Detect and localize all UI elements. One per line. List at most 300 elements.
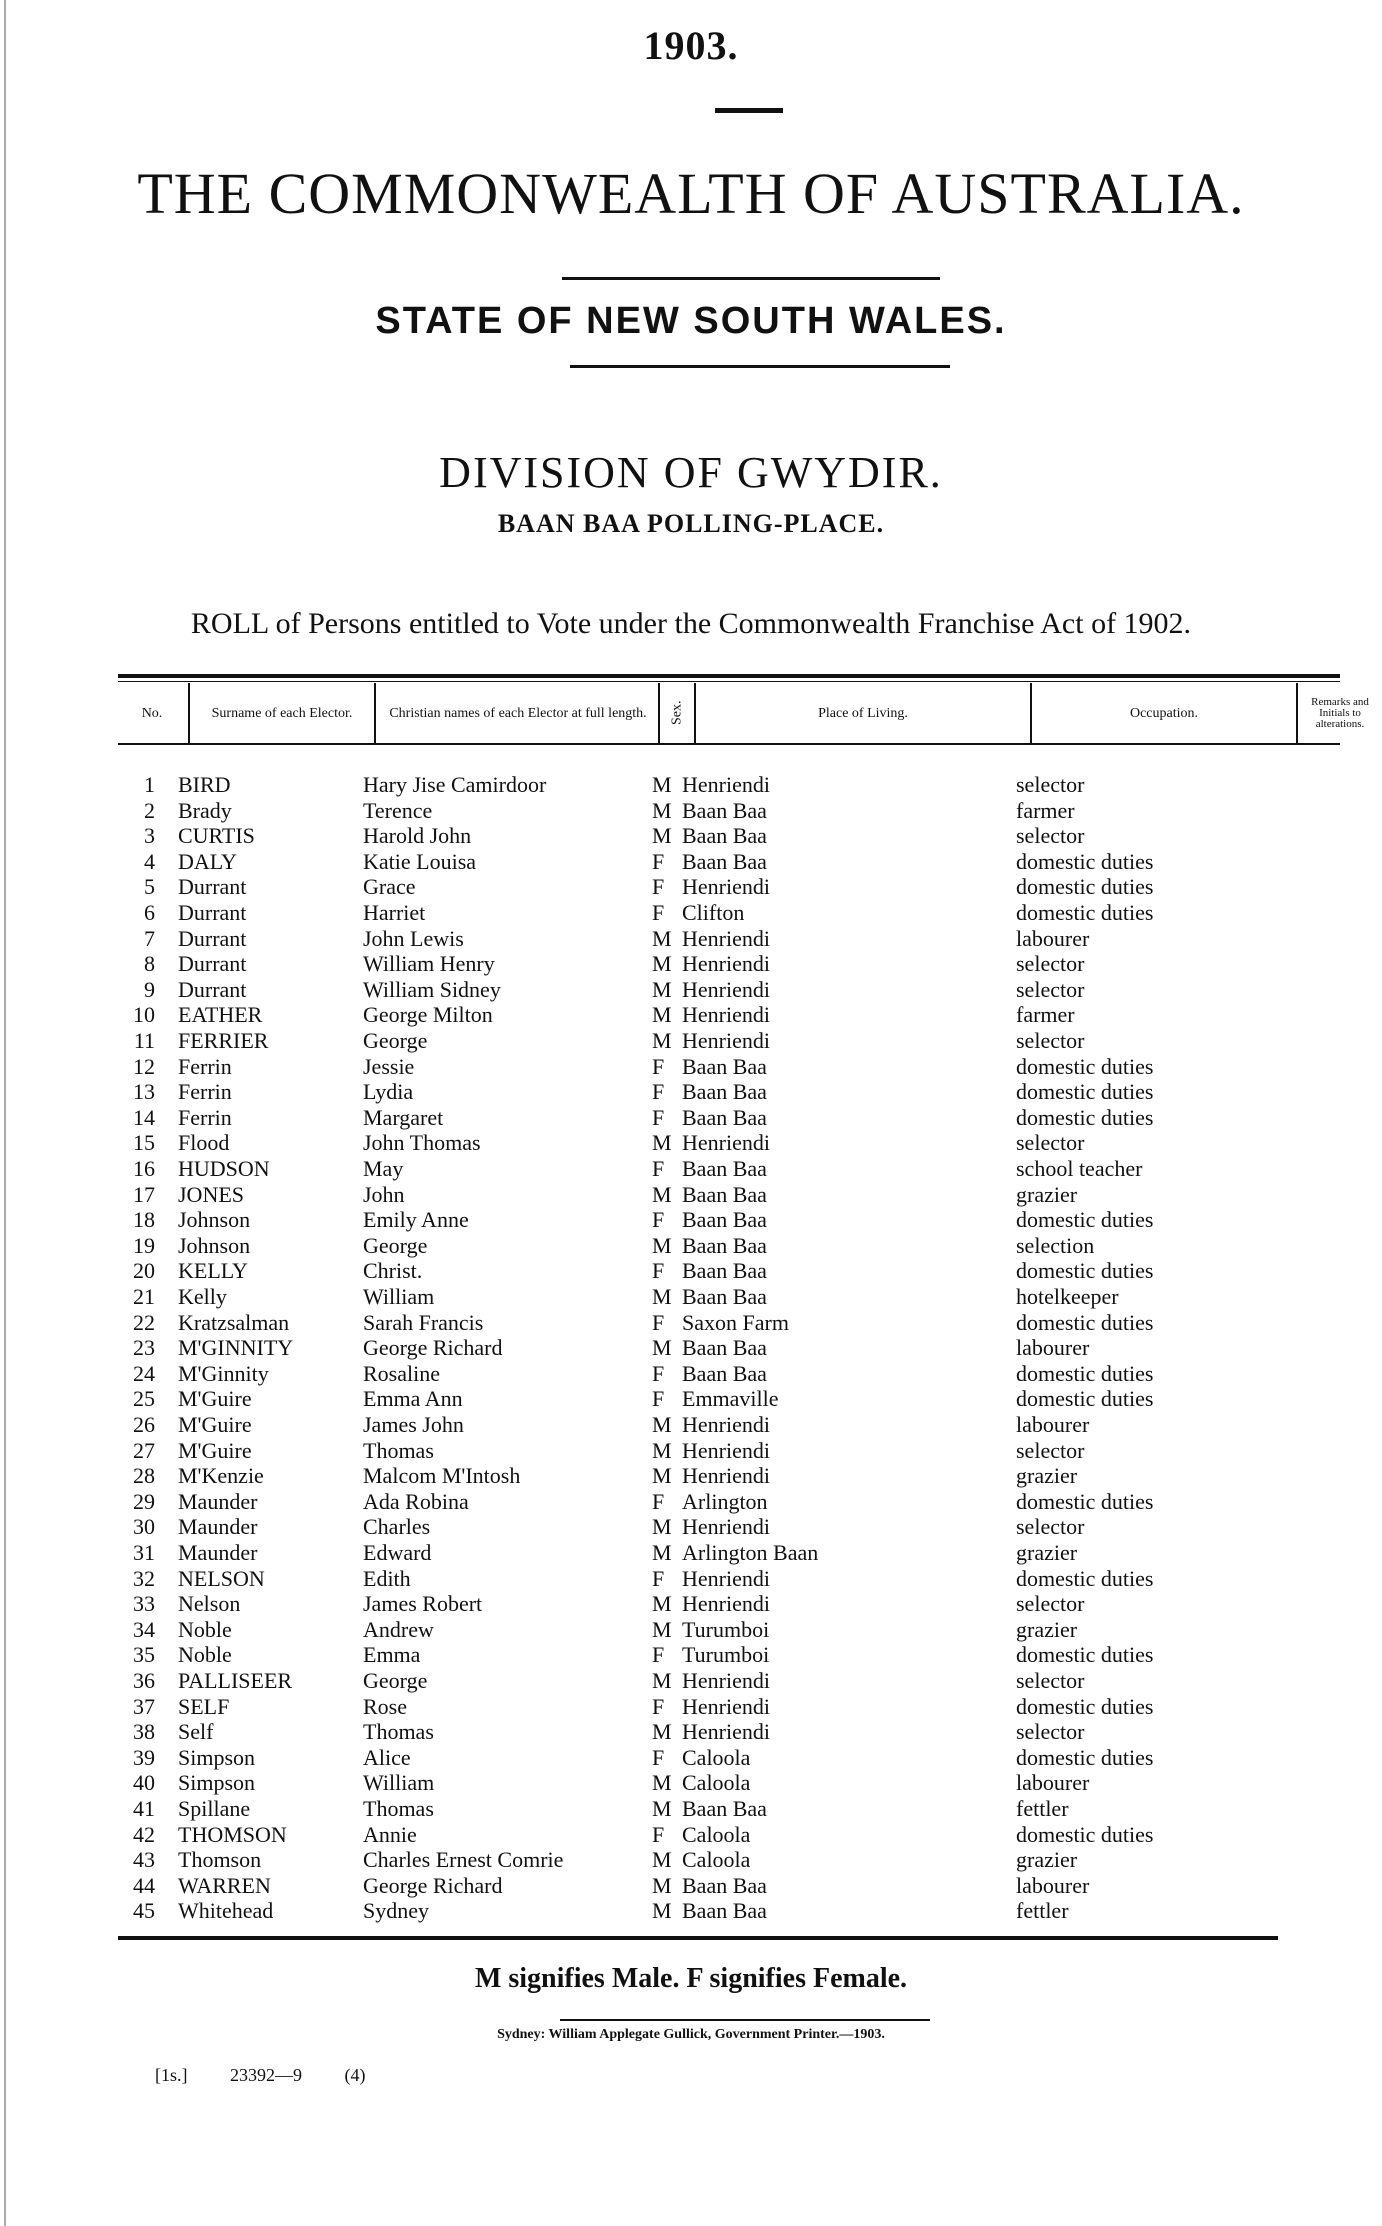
elector-occupation: grazier bbox=[1016, 1181, 1078, 1207]
elector-sex: F bbox=[652, 1821, 665, 1847]
elector-christian-names: John Thomas bbox=[363, 1130, 481, 1156]
elector-christian-names: George bbox=[363, 1028, 428, 1053]
elector-occupation: selector bbox=[1016, 1130, 1085, 1156]
elector-number: 21 bbox=[133, 1284, 155, 1309]
table-row bbox=[0, 1233, 1382, 1259]
elector-sex: F bbox=[652, 1258, 665, 1284]
elector-christian-names: Rose bbox=[363, 1693, 407, 1719]
elector-surname: Noble bbox=[178, 1616, 232, 1642]
elector-place-of-living: Henriendi bbox=[682, 925, 770, 951]
table-row bbox=[0, 1822, 1382, 1848]
table-row bbox=[0, 1617, 1382, 1643]
elector-occupation: domestic duties bbox=[1016, 1488, 1154, 1514]
elector-number: 39 bbox=[133, 1744, 155, 1770]
table-bottom-rule bbox=[118, 1936, 1278, 1940]
elector-surname: Johnson bbox=[178, 1207, 251, 1233]
state-rule-bottom bbox=[570, 365, 950, 368]
elector-place-of-living: Baan Baa bbox=[682, 1796, 767, 1821]
elector-place-of-living: Baan Baa bbox=[682, 1872, 767, 1898]
elector-surname: Whitehead bbox=[178, 1898, 274, 1924]
table-row bbox=[0, 1105, 1382, 1131]
elector-surname: Simpson bbox=[178, 1770, 256, 1796]
elector-surname: Flood bbox=[178, 1130, 230, 1156]
elector-occupation: fettler bbox=[1016, 1796, 1069, 1821]
elector-sex: M bbox=[652, 1514, 672, 1540]
document-title: THE COMMONWEALTH OF AUSTRALIA. bbox=[137, 161, 1245, 226]
elector-occupation: domestic duties bbox=[1016, 1744, 1154, 1770]
table-row bbox=[0, 1566, 1382, 1592]
elector-sex: F bbox=[652, 1156, 665, 1181]
elector-christian-names: John bbox=[363, 1181, 405, 1207]
table-row bbox=[0, 1079, 1382, 1105]
elector-surname: Maunder bbox=[178, 1540, 258, 1565]
elector-surname: Durrant bbox=[178, 925, 247, 951]
elector-place-of-living: Baan Baa bbox=[682, 1258, 767, 1284]
elector-sex: M bbox=[652, 1540, 672, 1565]
elector-christian-names: James John bbox=[363, 1412, 464, 1437]
elector-surname: Simpson bbox=[178, 1744, 256, 1770]
elector-christian-names: Terence bbox=[363, 797, 433, 823]
elector-sex: F bbox=[652, 900, 665, 925]
elector-christian-names: Emma bbox=[363, 1642, 421, 1668]
elector-occupation: domestic duties bbox=[1016, 1821, 1154, 1847]
table-row bbox=[0, 900, 1382, 926]
elector-sex: M bbox=[652, 1796, 672, 1821]
table-row bbox=[0, 1284, 1382, 1310]
elector-number: 25 bbox=[133, 1386, 155, 1412]
elector-surname: NELSON bbox=[178, 1565, 265, 1591]
elector-christian-names: Charles bbox=[363, 1514, 431, 1540]
elector-christian-names: Edith bbox=[363, 1565, 411, 1591]
elector-place-of-living: Emmaville bbox=[682, 1386, 779, 1412]
elector-surname: Durrant bbox=[178, 874, 247, 900]
elector-sex: M bbox=[652, 1668, 672, 1693]
elector-sex: F bbox=[652, 1104, 665, 1130]
table-row bbox=[0, 1361, 1382, 1387]
elector-occupation: hotelkeeper bbox=[1016, 1284, 1119, 1309]
table-row bbox=[0, 1463, 1382, 1489]
elector-occupation: grazier bbox=[1016, 1616, 1078, 1642]
elector-occupation: selector bbox=[1016, 772, 1085, 797]
elector-christian-names: Edward bbox=[363, 1540, 432, 1565]
table-row bbox=[0, 1054, 1382, 1080]
elector-christian-names: George Richard bbox=[363, 1335, 503, 1361]
elector-occupation: selection bbox=[1016, 1232, 1095, 1258]
elector-occupation: selector bbox=[1016, 1028, 1085, 1053]
polling-place-heading: BAAN BAA POLLING-PLACE. bbox=[497, 509, 885, 538]
elector-sex: M bbox=[652, 772, 672, 797]
elector-number: 41 bbox=[133, 1796, 155, 1821]
elector-sex: F bbox=[652, 1693, 665, 1719]
elector-place-of-living: Henriendi bbox=[682, 1565, 770, 1591]
elector-surname: Maunder bbox=[178, 1488, 258, 1514]
elector-occupation: grazier bbox=[1016, 1847, 1078, 1873]
elector-christian-names: George bbox=[363, 1232, 428, 1258]
footer-sheet: (4) bbox=[344, 2065, 366, 2085]
elector-place-of-living: Baan Baa bbox=[682, 1156, 767, 1181]
elector-sex: M bbox=[652, 1847, 672, 1873]
elector-number: 44 bbox=[133, 1872, 155, 1898]
elector-sex: F bbox=[652, 1744, 665, 1770]
elector-place-of-living: Caloola bbox=[682, 1744, 751, 1770]
elector-sex: F bbox=[652, 1386, 665, 1412]
elector-sex: M bbox=[652, 1232, 672, 1258]
elector-number: 2 bbox=[144, 797, 155, 823]
footer-codes bbox=[155, 2065, 404, 2086]
elector-occupation: domestic duties bbox=[1016, 874, 1154, 900]
elector-surname: Spillane bbox=[178, 1796, 251, 1821]
elector-christian-names: Harriet bbox=[363, 900, 426, 925]
table-row bbox=[0, 1489, 1382, 1515]
elector-christian-names: Annie bbox=[363, 1821, 417, 1847]
table-row bbox=[0, 1668, 1382, 1694]
elector-place-of-living: Baan Baa bbox=[682, 1284, 767, 1309]
elector-surname: CURTIS bbox=[178, 823, 255, 849]
state-heading: STATE OF NEW SOUTH WALES. bbox=[375, 300, 1007, 342]
elector-place-of-living: Henriendi bbox=[682, 1028, 770, 1053]
elector-surname: M'Guire bbox=[178, 1386, 252, 1412]
elector-occupation: selector bbox=[1016, 1591, 1085, 1617]
elector-christian-names: John Lewis bbox=[363, 925, 464, 951]
table-row bbox=[0, 1591, 1382, 1617]
header-occupation: Occupation. bbox=[1129, 705, 1199, 721]
elector-sex: F bbox=[652, 1642, 665, 1668]
elector-christian-names: William Henry bbox=[363, 951, 495, 977]
elector-place-of-living: Henriendi bbox=[682, 874, 770, 900]
header-no: No. bbox=[141, 705, 163, 721]
elector-christian-names: Christ. bbox=[363, 1258, 423, 1284]
table-row bbox=[0, 1386, 1382, 1412]
elector-occupation: selector bbox=[1016, 1514, 1085, 1540]
elector-number: 20 bbox=[133, 1258, 155, 1284]
elector-number: 12 bbox=[133, 1053, 155, 1079]
table-row bbox=[0, 951, 1382, 977]
elector-surname: FERRIER bbox=[178, 1028, 269, 1053]
elector-number: 3 bbox=[144, 823, 155, 849]
elector-occupation: labourer bbox=[1016, 1770, 1090, 1796]
elector-place-of-living: Turumboi bbox=[682, 1616, 770, 1642]
elector-place-of-living: Henriendi bbox=[682, 772, 770, 797]
elector-occupation: domestic duties bbox=[1016, 1565, 1154, 1591]
elector-number: 29 bbox=[133, 1488, 155, 1514]
table-row bbox=[0, 1335, 1382, 1361]
elector-place-of-living: Henriendi bbox=[682, 1591, 770, 1617]
elector-number: 19 bbox=[133, 1232, 155, 1258]
elector-number: 45 bbox=[133, 1898, 155, 1924]
elector-place-of-living: Henriendi bbox=[682, 1719, 770, 1745]
elector-occupation: domestic duties bbox=[1016, 1258, 1154, 1284]
table-top-rule bbox=[118, 674, 1340, 678]
elector-sex: M bbox=[652, 1028, 672, 1053]
elector-number: 26 bbox=[133, 1412, 155, 1437]
elector-occupation: domestic duties bbox=[1016, 1360, 1154, 1386]
elector-place-of-living: Turumboi bbox=[682, 1642, 770, 1668]
elector-surname: Ferrin bbox=[178, 1079, 232, 1105]
elector-occupation: farmer bbox=[1016, 797, 1075, 823]
elector-sex: M bbox=[652, 797, 672, 823]
elector-surname: Kelly bbox=[178, 1284, 227, 1309]
table-row bbox=[0, 1310, 1382, 1336]
elector-christian-names: Katie Louisa bbox=[363, 848, 477, 874]
elector-number: 18 bbox=[133, 1207, 155, 1233]
elector-christian-names: May bbox=[363, 1156, 404, 1181]
elector-place-of-living: Henriendi bbox=[682, 1130, 770, 1156]
elector-number: 36 bbox=[133, 1668, 155, 1693]
elector-sex: M bbox=[652, 1719, 672, 1745]
elector-occupation: domestic duties bbox=[1016, 1642, 1154, 1668]
elector-place-of-living: Arlington Baan bbox=[682, 1540, 819, 1565]
elector-occupation: grazier bbox=[1016, 1540, 1078, 1565]
elector-christian-names: Thomas bbox=[363, 1796, 434, 1821]
elector-sex: F bbox=[652, 1207, 665, 1233]
elector-place-of-living: Baan Baa bbox=[682, 1104, 767, 1130]
elector-place-of-living: Clifton bbox=[682, 900, 745, 925]
elector-surname: M'Guire bbox=[178, 1412, 252, 1437]
table-row bbox=[0, 823, 1382, 849]
elector-number: 37 bbox=[133, 1693, 155, 1719]
elector-number: 14 bbox=[133, 1104, 155, 1130]
table-row bbox=[0, 1642, 1382, 1668]
table-row bbox=[0, 977, 1382, 1003]
elector-occupation: domestic duties bbox=[1016, 1079, 1154, 1105]
elector-occupation: domestic duties bbox=[1016, 1207, 1154, 1233]
table-row bbox=[0, 874, 1382, 900]
document-year: 1903. bbox=[643, 23, 739, 68]
elector-place-of-living: Caloola bbox=[682, 1821, 751, 1847]
elector-surname: JONES bbox=[178, 1181, 245, 1207]
elector-place-of-living: Henriendi bbox=[682, 1002, 770, 1028]
elector-number: 34 bbox=[133, 1616, 155, 1642]
header-remarks: Remarks and Initials to alterations. bbox=[1311, 695, 1369, 730]
elector-number: 9 bbox=[144, 976, 155, 1002]
elector-surname: Johnson bbox=[178, 1232, 251, 1258]
elector-surname: THOMSON bbox=[178, 1821, 287, 1847]
elector-number: 28 bbox=[133, 1463, 155, 1489]
elector-christian-names: Emily Anne bbox=[363, 1207, 469, 1233]
elector-surname: Ferrin bbox=[178, 1053, 232, 1079]
table-row bbox=[0, 1514, 1382, 1540]
elector-number: 17 bbox=[133, 1181, 155, 1207]
elector-christian-names: Sarah Francis bbox=[363, 1309, 484, 1335]
elector-christian-names: Alice bbox=[363, 1744, 411, 1770]
elector-christian-names: Charles Ernest Comrie bbox=[363, 1847, 564, 1873]
elector-place-of-living: Baan Baa bbox=[682, 1181, 767, 1207]
table-row bbox=[0, 1028, 1382, 1054]
elector-sex: M bbox=[652, 1002, 672, 1028]
elector-occupation: labourer bbox=[1016, 1412, 1090, 1437]
elector-place-of-living: Henriendi bbox=[682, 1514, 770, 1540]
elector-occupation: selector bbox=[1016, 976, 1085, 1002]
elector-christian-names: Jessie bbox=[363, 1053, 415, 1079]
elector-surname: Durrant bbox=[178, 900, 247, 925]
elector-surname: HUDSON bbox=[178, 1156, 270, 1181]
elector-occupation: domestic duties bbox=[1016, 900, 1154, 925]
elector-number: 4 bbox=[144, 848, 155, 874]
printer-rule bbox=[560, 2019, 930, 2021]
elector-sex: M bbox=[652, 823, 672, 849]
column-divider bbox=[188, 683, 190, 743]
table-row bbox=[0, 926, 1382, 952]
elector-sex: M bbox=[652, 1130, 672, 1156]
elector-surname: Kratzsalman bbox=[178, 1309, 290, 1335]
elector-sex: F bbox=[652, 1079, 665, 1105]
elector-number: 31 bbox=[133, 1540, 155, 1565]
elector-occupation: selector bbox=[1016, 1719, 1085, 1745]
elector-sex: M bbox=[652, 1898, 672, 1924]
table-row bbox=[0, 1540, 1382, 1566]
elector-occupation: domestic duties bbox=[1016, 1309, 1154, 1335]
elector-place-of-living: Henriendi bbox=[682, 1463, 770, 1489]
table-row bbox=[0, 1770, 1382, 1796]
elector-place-of-living: Arlington bbox=[682, 1488, 768, 1514]
elector-place-of-living: Baan Baa bbox=[682, 1232, 767, 1258]
elector-sex: F bbox=[652, 1309, 665, 1335]
printer-imprint: Sydney: William Applegate Gullick, Government Printer.—1903. bbox=[497, 2027, 885, 2042]
elector-occupation: labourer bbox=[1016, 925, 1090, 951]
elector-number: 30 bbox=[133, 1514, 155, 1540]
footer-price: [1s.] bbox=[155, 2065, 188, 2085]
elector-sex: M bbox=[652, 1181, 672, 1207]
elector-sex: M bbox=[652, 1463, 672, 1489]
elector-christian-names: William bbox=[363, 1770, 435, 1796]
roll-title: ROLL of Persons entitled to Vote under the Commonwealth Franchise Act of 1902. bbox=[190, 607, 1192, 640]
elector-number: 27 bbox=[133, 1437, 155, 1463]
elector-sex: F bbox=[652, 1053, 665, 1079]
elector-place-of-living: Caloola bbox=[682, 1770, 751, 1796]
header-place-of-living: Place of Living. bbox=[818, 705, 908, 721]
elector-number: 13 bbox=[133, 1079, 155, 1105]
elector-place-of-living: Henriendi bbox=[682, 1693, 770, 1719]
elector-occupation: school teacher bbox=[1016, 1156, 1143, 1181]
elector-number: 23 bbox=[133, 1335, 155, 1361]
table-row bbox=[0, 1207, 1382, 1233]
elector-sex: F bbox=[652, 1488, 665, 1514]
elector-surname: Brady bbox=[178, 797, 232, 823]
elector-place-of-living: Baan Baa bbox=[682, 1898, 767, 1924]
elector-place-of-living: Caloola bbox=[682, 1847, 751, 1873]
table-row bbox=[0, 1898, 1382, 1924]
elector-sex: M bbox=[652, 1335, 672, 1361]
elector-christian-names: Hary Jise Camirdoor bbox=[363, 772, 547, 797]
elector-number: 6 bbox=[144, 900, 155, 925]
table-row bbox=[0, 1438, 1382, 1464]
elector-occupation: domestic duties bbox=[1016, 848, 1154, 874]
elector-number: 10 bbox=[133, 1002, 155, 1028]
elector-sex: F bbox=[652, 1360, 665, 1386]
header-surname: Surname of each Elector. bbox=[211, 705, 353, 721]
elector-occupation: domestic duties bbox=[1016, 1104, 1154, 1130]
elector-surname: Nelson bbox=[178, 1591, 241, 1617]
elector-place-of-living: Henriendi bbox=[682, 976, 770, 1002]
elector-christian-names: James Robert bbox=[363, 1591, 483, 1617]
header-christian-names: Christian names of each Elector at full length. bbox=[389, 705, 647, 721]
elector-surname: M'Guire bbox=[178, 1437, 252, 1463]
elector-sex: M bbox=[652, 1437, 672, 1463]
elector-number: 33 bbox=[133, 1591, 155, 1617]
elector-surname: BIRD bbox=[178, 772, 231, 797]
elector-christian-names: Grace bbox=[363, 874, 416, 900]
elector-occupation: fettler bbox=[1016, 1898, 1069, 1924]
table-row bbox=[0, 1182, 1382, 1208]
elector-surname: DALY bbox=[178, 848, 237, 874]
elector-surname: PALLISEER bbox=[178, 1668, 293, 1693]
elector-sex: F bbox=[652, 874, 665, 900]
elector-place-of-living: Henriendi bbox=[682, 1437, 770, 1463]
elector-sex: M bbox=[652, 1872, 672, 1898]
elector-occupation: selector bbox=[1016, 823, 1085, 849]
elector-place-of-living: Baan Baa bbox=[682, 797, 767, 823]
elector-number: 5 bbox=[144, 874, 155, 900]
elector-number: 40 bbox=[133, 1770, 155, 1796]
elector-number: 24 bbox=[133, 1360, 155, 1386]
elector-place-of-living: Baan Baa bbox=[682, 848, 767, 874]
elector-christian-names: Harold John bbox=[363, 823, 472, 849]
table-row bbox=[0, 1796, 1382, 1822]
elector-christian-names: George Milton bbox=[363, 1002, 493, 1028]
elector-number: 8 bbox=[144, 951, 155, 977]
elector-sex: M bbox=[652, 951, 672, 977]
table-row bbox=[0, 849, 1382, 875]
table-row bbox=[0, 1258, 1382, 1284]
elector-surname: Noble bbox=[178, 1642, 232, 1668]
elector-christian-names: William Sidney bbox=[363, 976, 501, 1002]
elector-surname: Durrant bbox=[178, 976, 247, 1002]
year-divider bbox=[715, 108, 783, 113]
elector-number: 35 bbox=[133, 1642, 155, 1668]
elector-christian-names: George bbox=[363, 1668, 428, 1693]
elector-christian-names: George Richard bbox=[363, 1872, 503, 1898]
table-row bbox=[0, 1694, 1382, 1720]
elector-number: 1 bbox=[144, 772, 155, 797]
elector-occupation: farmer bbox=[1016, 1002, 1075, 1028]
elector-place-of-living: Baan Baa bbox=[682, 1053, 767, 1079]
elector-surname: Durrant bbox=[178, 951, 247, 977]
elector-sex: M bbox=[652, 976, 672, 1002]
elector-surname: M'GINNITY bbox=[178, 1335, 294, 1361]
elector-number: 11 bbox=[133, 1028, 155, 1053]
table-row bbox=[0, 1156, 1382, 1182]
elector-occupation: selector bbox=[1016, 1437, 1085, 1463]
elector-number: 43 bbox=[133, 1847, 155, 1873]
elector-place-of-living: Baan Baa bbox=[682, 823, 767, 849]
elector-occupation: labourer bbox=[1016, 1335, 1090, 1361]
elector-occupation: selector bbox=[1016, 1668, 1085, 1693]
column-divider bbox=[374, 683, 376, 743]
elector-place-of-living: Baan Baa bbox=[682, 1079, 767, 1105]
elector-surname: EATHER bbox=[178, 1002, 263, 1028]
table-header-rule bbox=[118, 743, 1340, 745]
elector-christian-names: Margaret bbox=[363, 1104, 444, 1130]
elector-occupation: grazier bbox=[1016, 1463, 1078, 1489]
header-sex: Sex. bbox=[669, 700, 685, 726]
elector-place-of-living: Henriendi bbox=[682, 1412, 770, 1437]
elector-christian-names: Malcom M'Intosh bbox=[363, 1463, 521, 1489]
elector-occupation: domestic duties bbox=[1016, 1053, 1154, 1079]
elector-christian-names: William bbox=[363, 1284, 435, 1309]
elector-surname: Self bbox=[178, 1719, 214, 1745]
elector-number: 42 bbox=[133, 1821, 155, 1847]
elector-place-of-living: Baan Baa bbox=[682, 1335, 767, 1361]
elector-number: 38 bbox=[133, 1719, 155, 1745]
elector-sex: M bbox=[652, 1616, 672, 1642]
elector-place-of-living: Baan Baa bbox=[682, 1360, 767, 1386]
elector-christian-names: Thomas bbox=[363, 1719, 434, 1745]
table-row bbox=[0, 1719, 1382, 1745]
elector-sex: M bbox=[652, 1284, 672, 1309]
division-heading: DIVISION OF GWYDIR. bbox=[439, 448, 943, 497]
column-divider bbox=[1030, 683, 1032, 743]
elector-number: 22 bbox=[133, 1309, 155, 1335]
